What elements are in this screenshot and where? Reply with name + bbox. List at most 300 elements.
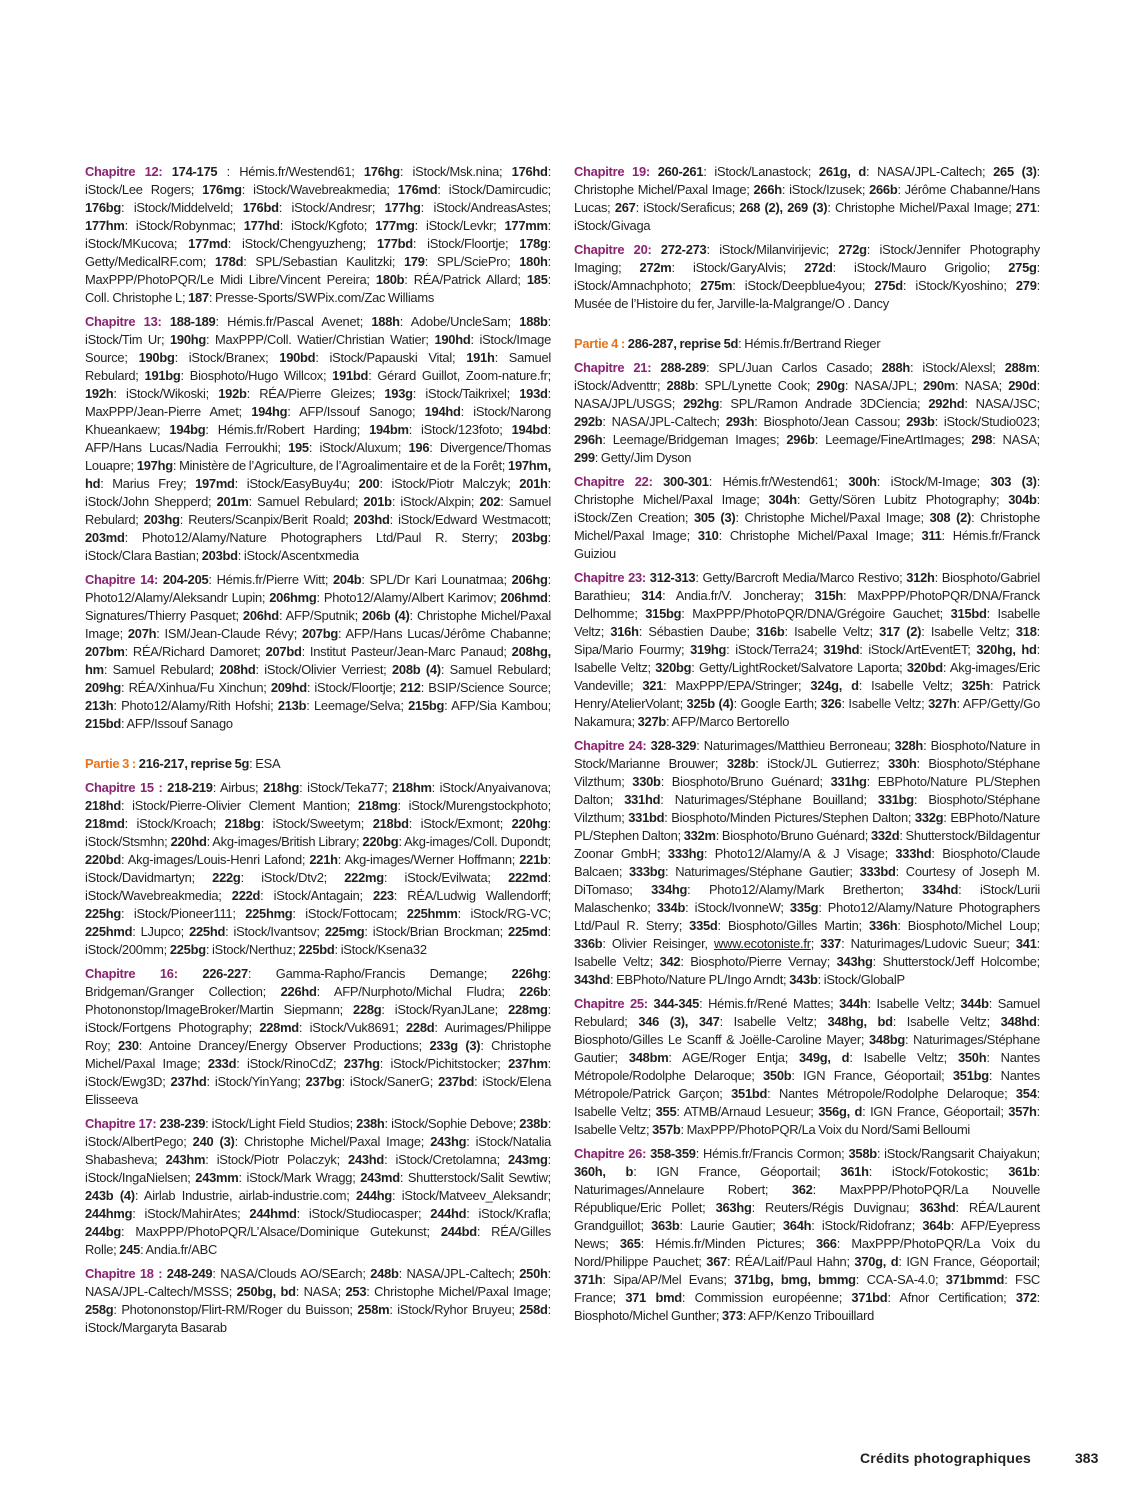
chapter-heading: Chapitre 22:	[574, 474, 653, 489]
credit-source: : Samuel Rebulard;	[103, 662, 220, 677]
photo-reference: 208b (4)	[391, 662, 441, 677]
photo-reference: 316b	[756, 624, 785, 639]
credit-source: : iStock/Wavebreakmedia;	[85, 870, 551, 903]
credit-source: : iStock/Lee Rogers;	[85, 164, 552, 197]
photo-reference: 203hd	[353, 512, 390, 527]
credit-source: : AFP/Hans Lucas/Nadia Ferroukhi;	[85, 422, 551, 455]
credit-source: : iStock/Pioneer111;	[121, 906, 246, 921]
credit-source: : Christophe Michel/Paxal Image;	[366, 1284, 551, 1299]
credit-source: : RÉA/Gilles Rolle;	[85, 1224, 551, 1257]
photo-reference: 225hd	[189, 924, 226, 939]
credit-source: : SPL/Juan Carlos Casado;	[705, 360, 882, 375]
photo-reference: 222d	[231, 888, 261, 903]
photo-reference: 228mg	[508, 1002, 548, 1017]
chapter-heading: Chapitre 18 :	[85, 1266, 163, 1281]
credit-source: : iStock/Middelveld;	[121, 200, 243, 215]
credit-source: : IGN France, Géoportail;	[633, 1164, 841, 1179]
photo-reference: 300-301	[652, 474, 709, 489]
photo-reference: 361b	[1008, 1164, 1037, 1179]
chapter-heading: Chapitre 13:	[85, 314, 162, 329]
right-column	[574, 163, 1040, 1331]
photo-reference: 315bd	[950, 606, 987, 621]
photo-reference: 311	[921, 528, 942, 543]
photo-reference: 222md	[508, 870, 548, 885]
credit-source: : Bridgeman/Granger Collection;	[85, 966, 552, 999]
chapter-credit-entry	[85, 965, 551, 1109]
credit-source: : Photo12/Alamy/A & J Visage;	[703, 846, 896, 861]
photo-reference: 361h	[840, 1164, 869, 1179]
credit-source: : Ministère de l’Agriculture, de l’Agroalimentaire et de la Forêt;	[172, 458, 509, 473]
credit-source: : iStock/Studiocasper;	[296, 1206, 431, 1221]
credit-source: : iStock/Levkr;	[414, 218, 505, 233]
credit-source: : Isabelle Veltz;	[892, 1014, 1001, 1029]
credit-source: : Hémis.fr/Bertrand Rieger	[738, 336, 881, 351]
credit-source: : Christophe Michel/Paxal Image;	[85, 1038, 551, 1071]
credit-source: : iStock/Branex;	[174, 350, 280, 365]
credit-source: : RÉA/Laif/Paul Hahn;	[727, 1254, 855, 1269]
photo-reference: 180h	[519, 254, 548, 269]
photo-reference: 220bg	[362, 834, 399, 849]
photo-reference: 272-273	[651, 242, 707, 257]
photo-reference: 312-313	[645, 570, 696, 585]
photo-reference: 267	[614, 200, 636, 215]
photo-reference: 344h	[839, 996, 868, 1011]
credit-source: : AFP/Getty/Go Nakamura;	[574, 696, 1041, 729]
credit-source: : iStock/Sophie Debove;	[384, 1116, 520, 1131]
photo-reference: 316h	[610, 624, 639, 639]
photo-reference: 243hm	[165, 1152, 206, 1167]
credit-source: : Biosphoto/Gabriel Barathieu;	[574, 570, 1041, 603]
photo-reference: 365	[619, 1236, 641, 1251]
photo-reference: 207bm	[85, 644, 125, 659]
credit-source: : iStock/Piotr Malczyk;	[379, 476, 520, 491]
credit-source: : iStock/IvonneW;	[685, 900, 790, 915]
credit-source: : NASA;	[992, 432, 1040, 447]
credit-source: : NASA/JSC;	[964, 396, 1041, 411]
photo-reference: 243md	[360, 1170, 400, 1185]
credit-source: : MaxPPP/PhotoPQR/DNA/Grégoire Gauchet;	[681, 606, 951, 621]
credit-source: : SPL/Sebastian Kaulitzki;	[243, 254, 404, 269]
photo-reference: 351bd	[731, 1086, 768, 1101]
credit-source: : Getty/Jim Dyson	[594, 450, 692, 465]
photo-reference: 238h	[356, 1116, 385, 1131]
photo-reference: 265 (3)	[993, 164, 1037, 179]
credit-source: : iStock/Exmont;	[408, 816, 512, 831]
credit-source: : EBPhoto/Nature PL/Stephen Dalton;	[574, 810, 1040, 843]
credit-source: : iStock/200mm;	[85, 924, 551, 957]
credit-source: : Shutterstock/Jeff Holcombe;	[872, 954, 1040, 969]
photo-reference: 212	[399, 680, 421, 695]
credit-source: : Hémis.fr/René Mattes;	[699, 996, 840, 1011]
credit-source: : ATMB/Arnaud Lesueur;	[676, 1104, 819, 1119]
photo-reference: 344b	[960, 996, 989, 1011]
credit-source: : AFP/Issouf Sanogo;	[287, 404, 425, 419]
credit-link: www.ecotoniste.fr	[713, 936, 811, 951]
credit-source: : Signatures/Thierry Pasquet;	[85, 590, 551, 623]
photo-reference: 364h	[782, 1218, 812, 1233]
credit-source: : iStock/Milanvirijevic;	[706, 242, 839, 257]
left-column	[85, 163, 551, 1343]
photo-reference: 296b	[786, 432, 815, 447]
photo-reference: 310	[697, 528, 719, 543]
photo-reference: 190hg	[170, 332, 207, 347]
credit-source: : BSIP/Science Source;	[420, 680, 551, 695]
credit-source: : iStock/Sweetym;	[260, 816, 373, 831]
photo-reference: 233g (3)	[429, 1038, 481, 1053]
photo-reference: 237bd	[438, 1074, 475, 1089]
credit-source: : iStock/Alexsl;	[910, 360, 1005, 375]
photo-reference: 245	[119, 1242, 141, 1257]
credit-source: : iStock/Taikrixel;	[412, 386, 520, 401]
credit-source: : Christophe Michel/Paxal Image;	[234, 1134, 431, 1149]
credit-source: : iStock/Fotokostic;	[868, 1164, 1009, 1179]
photo-reference: 319hg	[690, 642, 727, 657]
photo-reference: 328-329	[646, 738, 697, 753]
credit-source: : iStock/SanerG;	[341, 1074, 439, 1089]
credit-source: : Hémis.fr/Francis Cormon;	[695, 1146, 849, 1161]
photo-reference: 366	[815, 1236, 837, 1251]
photo-reference: 244hmg	[85, 1206, 133, 1221]
photo-reference: 226-227	[177, 966, 248, 981]
credit-source: : iStock/Narong Khueankaew;	[85, 404, 551, 437]
photo-reference: 190bd	[279, 350, 316, 365]
photo-reference: 225hg	[85, 906, 122, 921]
photo-reference: 191bd	[332, 368, 369, 383]
credit-source: : RÉA/Xinhua/Fu Xinchun;	[121, 680, 271, 695]
chapter-heading: Chapitre 24:	[574, 738, 647, 753]
photo-reference: 331hd	[624, 792, 661, 807]
photo-reference: 226hd	[280, 984, 317, 999]
photo-reference: 188h	[371, 314, 400, 329]
photo-reference: 179	[403, 254, 425, 269]
credit-source: : MaxPPP/PhotoPQR/DNA/Franck Delhomme;	[574, 588, 1040, 621]
credit-source: : iStock/IngaNielsen;	[85, 1152, 551, 1185]
photo-reference: 243mm	[195, 1170, 239, 1185]
photo-reference: 260-261	[649, 164, 704, 179]
credit-source: : IGN France, Géoportail;	[898, 1254, 1041, 1269]
photo-reference: 293h	[725, 414, 755, 429]
photo-reference: 258d	[519, 1302, 548, 1317]
credit-source: : Reuters/Scanpix/Berit Roald;	[179, 512, 354, 527]
photo-reference: 225hmd	[85, 924, 133, 939]
credit-source: : SPL/SciePro;	[424, 254, 520, 269]
credit-source: : NASA;	[954, 378, 1009, 393]
photo-reference: 206b (4)	[362, 608, 410, 623]
photo-reference: 207bg	[301, 626, 338, 641]
photo-reference: 207h	[127, 626, 157, 641]
credit-source: : Sipa/Mario Fourmy;	[574, 624, 1040, 657]
chapter-heading: Chapitre 12:	[85, 164, 163, 179]
photo-reference: 350h	[957, 1050, 987, 1065]
credit-source: : iStock/GlobalP	[817, 972, 905, 987]
photo-reference: 325b (4)	[686, 696, 734, 711]
photo-reference: 209hg	[85, 680, 122, 695]
credit-source: : Christophe Michel/Paxal Image;	[574, 510, 1041, 543]
photo-reference: 367	[706, 1254, 728, 1269]
photo-reference: 363hg	[715, 1200, 752, 1215]
credit-source: : Antoine Drancey/Energy Observer Productions;	[138, 1038, 430, 1053]
photo-reference: 176bd	[242, 200, 279, 215]
credit-source: : Akg-images/British Library;	[206, 834, 363, 849]
credit-source: : iStock/Ksena32	[334, 942, 427, 957]
photo-reference: 358-359	[646, 1146, 696, 1161]
credit-source: : ISM/Jean-Claude Révy;	[156, 626, 302, 641]
photo-reference: 194bm	[369, 422, 409, 437]
chapter-heading: Chapitre 26:	[574, 1146, 647, 1161]
credit-source: : iStock/Chengyuzheng;	[227, 236, 377, 251]
photo-reference: 218md	[85, 816, 125, 831]
credit-source: : iStock/Adventtr;	[574, 360, 1041, 393]
chapter-heading: Chapitre 16:	[85, 966, 178, 981]
photo-reference: 176mg	[202, 182, 242, 197]
credit-source: : Biosphoto/Minden Pictures/Stephen Dalton;	[664, 810, 915, 825]
credit-source: : iStock/Light Field Studios;	[205, 1116, 357, 1131]
photo-reference: 180b	[375, 272, 405, 287]
credit-source: : MaxPPP/PhotoPQR/Le Midi Libre/Vincent Pereira;	[85, 254, 551, 287]
credit-source: : Naturimages/Stéphane Gautier;	[574, 1032, 1041, 1065]
credit-source: : Christophe Michel/Paxal Image;	[85, 608, 551, 641]
photo-reference: 288b	[666, 378, 695, 393]
credit-source: : CCA-SA-4.0;	[855, 1272, 946, 1287]
credit-source: : Isabelle Veltz;	[574, 1086, 1040, 1119]
credit-source: : Commission européenne;	[681, 1290, 852, 1305]
credit-source: : Isabelle Veltz;	[921, 624, 1016, 639]
photo-reference: 275m	[700, 278, 733, 293]
credit-source: : iStock/Wikoski;	[113, 386, 219, 401]
credit-source: : iStock/Fottocam;	[292, 906, 407, 921]
photo-reference: 320bd	[906, 660, 943, 675]
photo-reference: 197hg	[136, 458, 173, 473]
credit-source: : iStock/Zen Creation;	[574, 492, 1040, 525]
photo-reference: 324g, d	[810, 678, 859, 693]
photo-reference: 225md	[508, 924, 548, 939]
photo-reference: 201b	[363, 494, 392, 509]
credit-source: : iStock/Robynmac;	[124, 218, 244, 233]
photo-reference: 292b	[574, 414, 603, 429]
credit-source: : Getty/LightRocket/Salvatore Laporta;	[691, 660, 907, 675]
credit-source: : LJupco;	[132, 924, 190, 939]
credit-source: : AFP/Nurphoto/Michal Fludra;	[316, 984, 520, 999]
credit-source: : RÉA/Laurent Grandguillot;	[574, 1200, 1040, 1233]
photo-reference: 215bd	[85, 716, 122, 731]
photo-reference: 334hd	[922, 882, 959, 897]
credit-source: : iStock/John Shepperd;	[85, 476, 552, 509]
photo-reference: 203md	[85, 530, 125, 545]
credit-source: : NASA/JPL-Caltech/MSSS;	[85, 1266, 551, 1299]
photo-reference: 341	[1015, 936, 1037, 951]
photo-reference: 344-345	[647, 996, 700, 1011]
chapter-heading: Chapitre 23:	[574, 570, 646, 585]
credit-source: : Getty/MedicalRF.com;	[85, 236, 552, 269]
photo-reference: 290m	[922, 378, 955, 393]
credit-source: : Isabelle Veltz;	[858, 678, 962, 693]
credit-source: : iStock/Tim Ur;	[85, 314, 552, 347]
credit-source: : Hémis.fr/Pascal Avenet;	[215, 314, 372, 329]
chapter-credit-entry	[574, 1145, 1040, 1325]
credit-source: : AGE/Roger Entja;	[668, 1050, 800, 1065]
chapter-credit-entry	[85, 313, 551, 565]
credit-source: : FSC France;	[574, 1272, 1040, 1305]
credit-source: : Hémis.fr/Westend61;	[217, 164, 364, 179]
credit-source: : iStock/Davidmartyn;	[85, 852, 551, 885]
photo-reference: 193d	[519, 386, 548, 401]
credit-source: : Leemage/Bridgeman Images;	[602, 432, 787, 447]
credit-source: : Akg-images/Louis-Henri Lafond;	[121, 852, 310, 867]
photo-reference: 286-287, reprise 5d	[624, 336, 739, 351]
credit-source: : iStock/123foto;	[408, 422, 512, 437]
photo-reference: 194bg	[169, 422, 206, 437]
photo-reference: 370g, d	[854, 1254, 899, 1269]
credit-source: : Biosphoto/Bruno Guénard;	[660, 774, 831, 789]
photo-reference: 371bd	[851, 1290, 888, 1305]
photo-reference: 221b	[519, 852, 548, 867]
photo-reference: 305 (3)	[693, 510, 736, 525]
credit-source: : Jérôme Chabanne/Hans Lucas;	[574, 182, 1040, 215]
credit-source: : Marius Frey;	[100, 476, 196, 491]
credit-source: : iStock/Teka77;	[299, 780, 393, 795]
photo-reference: 206hd	[242, 608, 279, 623]
credit-source: : iStock/Stsmhn;	[85, 816, 551, 849]
chapter-credit-entry	[85, 571, 551, 733]
credit-source: : NASA/Clouds AO/SEarch;	[212, 1266, 371, 1281]
credit-source: : NASA/JPL/USGS;	[574, 378, 1040, 411]
photo-reference: 363hd	[919, 1200, 956, 1215]
photo-reference: 258m	[357, 1302, 390, 1317]
photo-reference: 363b	[651, 1218, 680, 1233]
photo-reference: 328h	[894, 738, 924, 753]
credit-source: : Aurimages/Philippe Roy;	[85, 1020, 552, 1053]
chapter-credit-entry	[574, 163, 1040, 235]
credit-source: : iStock/Vuk8691;	[298, 1020, 407, 1035]
photo-reference: 237hg	[343, 1056, 380, 1071]
credit-source: : iStock/Floortje;	[306, 680, 400, 695]
photo-reference: 177hd	[243, 218, 280, 233]
credit-source: : iStock/MahirAtes;	[132, 1206, 250, 1221]
credit-source: : iStock/Lanastock;	[703, 164, 819, 179]
credit-source: : Gérard Guillot, Zoom-nature.fr;	[368, 368, 551, 383]
photo-reference: 197hm, hd	[85, 458, 551, 491]
photo-reference: 225hmg	[245, 906, 293, 921]
photo-reference: 177mm	[504, 218, 548, 233]
photo-reference: 206hmd	[500, 590, 548, 605]
credit-source: : iStock/Deepblue4you;	[732, 278, 875, 293]
credit-source: : iStock/Kroach;	[124, 816, 225, 831]
photo-reference: 331hg	[830, 774, 867, 789]
credit-source: : NASA/JPL;	[844, 378, 923, 393]
photo-reference: 218-219	[162, 780, 213, 795]
photo-reference: 177md	[188, 236, 228, 251]
credit-source: : Biosphoto/Gilles Le Scanff & Joëlle-Caroline Mayer;	[574, 1014, 1040, 1047]
chapter-heading: Chapitre 25:	[574, 996, 648, 1011]
credit-source: : EBPhoto/Nature PL/Ingo Arndt;	[610, 972, 790, 987]
photo-reference: 362	[791, 1182, 813, 1197]
credit-source: : iStock/YinYang;	[206, 1074, 306, 1089]
photo-reference: 193g	[384, 386, 413, 401]
photo-reference: 228d	[406, 1020, 435, 1035]
credit-source: : Photononstop/Flirt-RM/Roger du Buisson;	[113, 1302, 358, 1317]
credit-source: : Samuel Rebulard;	[574, 996, 1040, 1029]
credit-source: : EBPhoto/Nature PL/Stephen Dalton;	[574, 774, 1041, 807]
credit-source: : iStock/Msk.nina;	[399, 164, 512, 179]
photo-reference: 343b	[789, 972, 818, 987]
photo-reference: 197md	[195, 476, 235, 491]
photo-reference: 332m	[683, 828, 716, 843]
photo-reference: 228g	[353, 1002, 382, 1017]
credit-source: : Christophe Michel/Paxal Image;	[718, 528, 922, 543]
photo-reference: 187	[188, 290, 209, 305]
photo-reference: 237hd	[170, 1074, 207, 1089]
photo-reference: 261g, d	[818, 164, 867, 179]
photo-reference: 333bd	[859, 864, 896, 879]
photo-reference: 222mg	[344, 870, 384, 885]
credit-source: : Reuters/Régis Duvignau;	[751, 1200, 920, 1215]
photo-reference: 237hm	[508, 1056, 548, 1071]
credit-source: : Hémis.fr/Minden Pictures;	[640, 1236, 816, 1251]
photo-reference: 244bd	[440, 1224, 477, 1239]
credit-source: : Christophe Michel/Paxal Image;	[574, 474, 1041, 507]
credit-source: : Christophe Michel/Paxal Image;	[574, 164, 1040, 197]
credit-source: : iStock/Studio023;	[934, 414, 1040, 429]
photo-reference: 174-175	[162, 164, 218, 179]
photo-reference: 343hd	[574, 972, 611, 987]
photo-reference: 238-239	[156, 1116, 206, 1131]
credit-source: : iStock/Mark Wragg;	[238, 1170, 361, 1185]
photo-reference: 233d	[207, 1056, 237, 1071]
credit-source: : AFP/Kenzo Tribouillard	[742, 1308, 875, 1323]
partie-credit-entry	[85, 755, 551, 773]
credit-source: : RÉA/Pierre Gleizes;	[246, 386, 385, 401]
credit-source: : Akg-images/Coll. Dupondt;	[398, 834, 551, 849]
photo-reference: 218bg	[224, 816, 261, 831]
photo-reference: 218mg	[357, 798, 398, 813]
credit-source: : iStock/Ivantsov;	[225, 924, 325, 939]
credit-source: : Isabelle Veltz;	[784, 624, 880, 639]
photo-reference: 243b (4)	[85, 1188, 135, 1203]
chapter-credit-entry	[574, 241, 1040, 313]
photo-reference: 244hmd	[249, 1206, 297, 1221]
photo-reference: 243hd	[348, 1152, 385, 1167]
credit-source: : Olivier Reisinger,	[602, 936, 714, 951]
credit-source: : Getty/Sören Lubitz Photography;	[796, 492, 1009, 507]
credit-source: : Nantes Métropole/Patrick Garçon;	[574, 1068, 1040, 1101]
photo-reference: 225bg	[169, 942, 206, 957]
photo-reference: 315bg	[645, 606, 682, 621]
photo-reference: 216-217, reprise 5g	[135, 756, 250, 771]
credit-source: : SPL/Lynette Cook;	[694, 378, 817, 393]
photo-reference: 209hd	[270, 680, 307, 695]
credit-source: : iStock/AndreasAstes;	[420, 200, 551, 215]
photo-reference: 176bg	[85, 200, 122, 215]
credit-source: : Photo12/Alamy/Rith Hofshi;	[113, 698, 278, 713]
chapter-heading: Chapitre 20:	[574, 242, 652, 257]
photo-reference: 290g	[816, 378, 845, 393]
credit-source: : AFP/Sia Kambou;	[444, 698, 551, 713]
photo-reference: 337	[820, 936, 842, 951]
photo-reference: 351bg	[952, 1068, 989, 1083]
photo-reference: 358b	[848, 1146, 877, 1161]
photo-reference: 196	[408, 440, 430, 455]
photo-reference: 314	[641, 588, 663, 603]
photo-reference: 213h	[85, 698, 114, 713]
photo-reference: 258g	[85, 1302, 114, 1317]
photo-reference: 303 (3)	[990, 474, 1037, 489]
photo-reference: 350b	[763, 1068, 792, 1083]
photo-reference: 176hg	[363, 164, 400, 179]
credit-source: : AFP/Hans Lucas/Jérôme Chabanne;	[337, 626, 551, 641]
photo-reference: 317 (2)	[879, 624, 922, 639]
credit-source: : iStock/Nerthuz;	[205, 942, 299, 957]
photo-reference: 360h, b	[574, 1164, 634, 1179]
